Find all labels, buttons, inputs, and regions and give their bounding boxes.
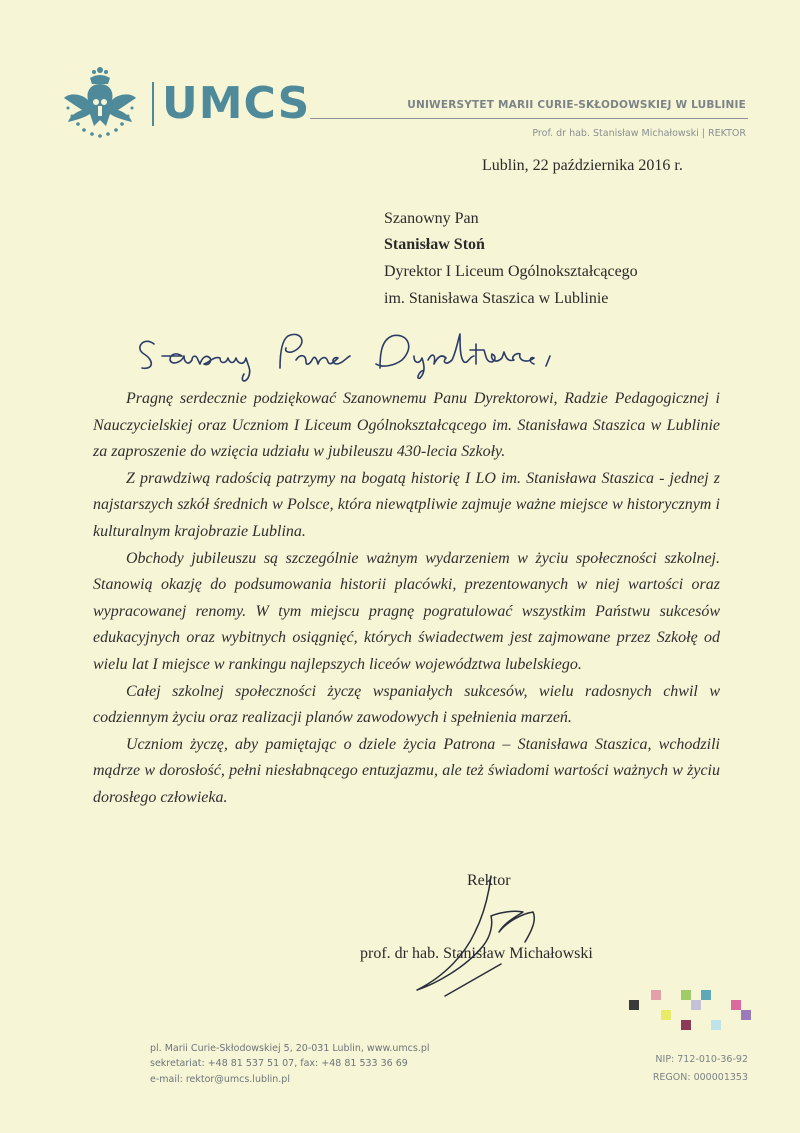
umcs-eagle-logo-icon	[60, 62, 140, 144]
footer-phones: sekretariat: +48 81 537 51 07, fax: +48 81 533 36 69	[150, 1058, 408, 1069]
mosaic-square	[629, 1000, 639, 1010]
body-paragraph: Całej szkolnej społeczności życzę wspaniałych sukcesów, wielu radosnych chwil w codziennym życiu oraz realizacji planów zawodowych i spełnienia marzeń.	[93, 682, 720, 727]
addressee-title-line2: im. Stanisława Staszica w Lublinie	[384, 290, 609, 307]
footer-email: e-mail: rektor@umcs.lublin.pl	[150, 1074, 290, 1085]
logo-wordmark: UMCS	[162, 78, 311, 129]
mosaic-square	[691, 1000, 701, 1010]
closing-signer: prof. dr hab. Stanisław Michałowski	[360, 945, 593, 962]
footer-address: pl. Marii Curie-Skłodowskiej 5, 20-031 Lublin, www.umcs.pl	[150, 1043, 430, 1054]
mosaic-square	[681, 990, 691, 1000]
mosaic-square	[731, 1000, 741, 1010]
body-paragraph: Obchody jubileuszu są szczególnie ważnym wydarzeniem w życiu społeczności szkolnej. Stanowią okazję do podsumowania historii placówki, prezentowanych w niej wartości oraz wypracowanej renomy. W tym miejscu pragnę pogratulować wszystkim Państwu sukcesów edukacyjnych oraz wybitnych osiągnięć, których świadectwem jest zajmowane przez Szkołę od wielu lat I miejsce w rankingu najlepszych liceów województwa lubelskiego.	[93, 549, 720, 673]
addressee-name: Stanisław Stoń	[384, 236, 485, 253]
letter-date: Lublin, 22 października 2016 r.	[482, 157, 683, 174]
footer-nip: NIP: 712-010-36-92	[655, 1054, 748, 1065]
mosaic-square	[661, 1010, 671, 1020]
mosaic-square	[651, 990, 661, 1000]
handwritten-greeting	[130, 322, 600, 382]
body-paragraph: Z prawdziwą radością patrzymy na bogatą historię I LO im. Stanisława Staszica - jednej z najstarszych szkół średnich w Polsce, która niewątpliwie zajmuje ważne miejsce w historycznym i kulturalnym krajobrazie Lublina.	[93, 469, 720, 540]
body-paragraph: Uczniom życzę, aby pamiętając o dziele życia Patrona – Stanisława Staszica, wchodzili mądrze w dorosłość, pełni niesłabnącego entuzjazmu, ale też świadomi wartości ważnych w życiu dorosłego człowieka.	[93, 735, 720, 806]
mosaic-square	[741, 1010, 751, 1020]
decorative-mosaic	[625, 988, 755, 1033]
addressee-salutation: Szanowny Pan	[384, 210, 479, 227]
footer-regon: REGON: 000001353	[652, 1072, 748, 1083]
closing-role: Rektor	[467, 872, 511, 889]
logo-separator	[152, 82, 154, 126]
university-name: UNIWERSYTET MARII CURIE-SKŁODOWSKIEJ W LUBLINIE	[407, 99, 746, 111]
addressee-title-line1: Dyrektor I Liceum Ogólnokształcącego	[384, 263, 638, 280]
mosaic-square	[701, 990, 711, 1000]
letter-body	[93, 386, 720, 812]
letterhead-rule	[310, 118, 748, 119]
body-paragraph: Pragnę serdecznie podziękować Szanownemu Panu Dyrektorowi, Radzie Pedagogicznej i Nauczycielskiej oraz Uczniom I Liceum Ogólnokształcącego im. Stanisława Staszica w Lublinie za zaproszenie do wzięcia udziału w jubileuszu 430-lecia Szkoły.	[93, 390, 720, 461]
handwritten-signature	[405, 872, 565, 997]
mosaic-square	[681, 1020, 691, 1030]
rector-line: Prof. dr hab. Stanisław Michałowski | REKTOR	[532, 128, 746, 139]
mosaic-square	[711, 1020, 721, 1030]
